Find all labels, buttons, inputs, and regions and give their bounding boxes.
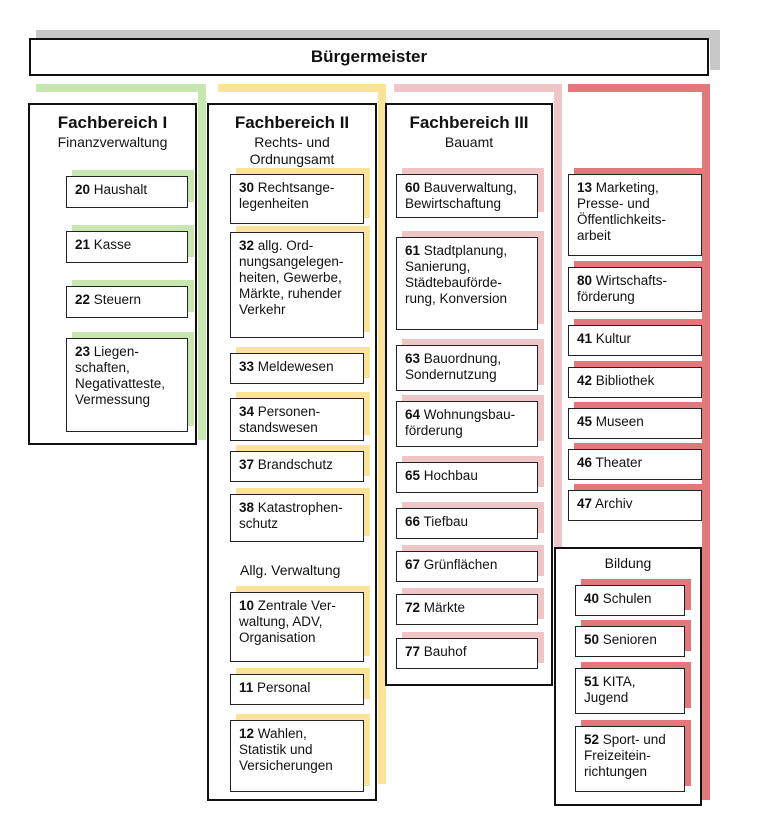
unit-label: Liegen- schaften, Negativatteste, Vermessung [75,344,166,407]
fb1-unit-23 [66,338,188,432]
unit-number: 21 [75,237,91,252]
unit-number: 45 [577,414,593,429]
unit-label: KITA, Jugend [584,674,636,705]
fb2-unit-32 [230,232,364,338]
unit-label: Schulen [599,591,652,606]
fb1-unit-22 [66,286,188,318]
unit-number: 64 [405,407,421,422]
fb3-unit-63 [396,345,538,391]
unit-label: Hochbau [420,468,478,483]
unit-number: 22 [75,292,91,307]
unit-label: Theater [592,455,643,470]
fb1-unit-21 [66,231,188,263]
unit-label: Bibliothek [592,373,655,388]
unit-number: 52 [584,732,600,747]
unit-number: 33 [239,359,255,374]
fb2-section-label: Allg. Verwaltung [240,562,341,578]
unit-number: 20 [75,182,91,197]
unit-label: Tiefbau [420,514,469,529]
fb1-unit-20 [66,176,188,208]
unit-number: 42 [577,373,593,388]
unit-label: Archiv [592,496,633,511]
fb2-unit-34 [230,398,364,441]
unit-number: 34 [239,404,255,419]
unit-label: Wohnungsbau- förderung [405,407,516,438]
unit-label: Märkte [420,600,466,615]
pink-band-top [394,84,562,92]
fb4-unit-13 [568,174,702,256]
unit-number: 77 [405,644,421,659]
unit-number: 40 [584,591,600,606]
fb3-unit-77 [396,638,538,669]
unit-label: Senioren [599,632,657,647]
fb4-unit-47 [568,490,702,521]
bildung-unit-40 [575,585,685,616]
yellow-band-top [218,84,386,92]
unit-number: 37 [239,457,255,472]
unit-label: Marketing, Presse- und Öffentlichkeits- arbeit [577,180,667,243]
fb1-title: Fachbereich I [57,113,168,132]
unit-number: 11 [239,680,254,695]
unit-number: 41 [577,331,593,346]
fb3-title: Fachbereich III [409,113,529,132]
fb3-unit-66 [396,508,538,539]
unit-label: Rechtsange- legenheiten [239,180,335,211]
unit-number: 65 [405,468,421,483]
mayor-shadow-side [710,30,720,70]
unit-number: 46 [577,455,593,470]
fb2-unit-10 [230,592,364,662]
fb2-unit-11 [230,674,364,705]
unit-number: 50 [584,632,600,647]
fb4-unit-46 [568,449,702,480]
unit-number: 38 [239,500,255,515]
unit-label: allg. Ord- nungsangelegen- heiten, Gewerbe, Märkte, ruhender Verkehr [239,238,344,317]
unit-label: Brandschutz [254,457,333,472]
fb4-unit-80 [568,267,702,312]
unit-number: 12 [239,726,255,741]
fb4-unit-45 [568,408,702,439]
mayor-box [29,38,709,76]
fb3-unit-72 [396,594,538,625]
mayor-title: Bürgermeister [310,47,428,66]
unit-number: 72 [405,600,421,615]
unit-number: 60 [405,180,421,195]
unit-number: 67 [405,557,421,572]
unit-label: Stadtplanung, Sanierung, Städtebauförde- rung, Konversion [405,243,508,306]
fb3-unit-65 [396,462,538,493]
unit-number: 63 [405,351,421,366]
red-band-top [568,84,710,92]
fb2-unit-38 [230,494,364,542]
unit-label: Meldewesen [254,359,334,374]
fb4-unit-41 [568,325,702,356]
unit-label: Personal [253,680,311,695]
unit-label: Wirtschafts- förderung [577,273,668,304]
unit-label: Steuern [90,292,142,307]
unit-number: 30 [239,180,255,195]
fb3-unit-64 [396,401,538,447]
unit-label: Grünflächen [420,557,498,572]
unit-label: Bauordnung, Sondernutzung [405,351,502,382]
green-band-top [36,84,206,92]
fb3-subtitle: Bauamt [444,134,494,150]
unit-label: Personen- standswesen [239,404,321,435]
bildung-unit-50 [575,626,685,657]
fb2-unit-37 [230,451,364,482]
unit-label: Sport- und Freizeitein- richtungen [584,732,666,779]
unit-label: Katastrophen- schutz [239,500,343,531]
unit-label: Bauverwaltung, Bewirtschaftung [405,180,517,211]
unit-number: 23 [75,344,91,359]
fb4-unit-42 [568,367,702,398]
fb2-unit-12 [230,720,364,792]
unit-number: 10 [239,598,255,613]
fb2-unit-30 [230,174,364,224]
bildung-unit-51 [575,668,685,714]
bildung-unit-52 [575,726,685,792]
unit-label: Zentrale Ver- waltung, ADV, Organisation [239,598,336,645]
fb1-subtitle: Finanzverwaltung [57,134,168,150]
unit-number: 47 [577,496,593,511]
unit-number: 61 [405,243,421,258]
unit-label: Kultur [592,331,632,346]
unit-label: Haushalt [90,182,148,197]
unit-number: 51 [584,674,600,689]
unit-label: Wahlen, Statistik und Versicherungen [239,726,333,773]
unit-label: Museen [592,414,644,429]
green-band-side [198,84,206,440]
bildung-title: Bildung [604,555,652,571]
fb2-title: Fachbereich II [234,113,350,132]
unit-label: Bauhof [420,644,467,659]
unit-label: Kasse [90,237,132,252]
unit-number: 13 [577,180,593,195]
fb2-unit-33 [230,353,364,384]
fb3-unit-67 [396,551,538,582]
unit-number: 66 [405,514,421,529]
fb3-unit-61 [396,237,538,330]
fb3-unit-60 [396,174,538,218]
unit-number: 32 [239,238,255,253]
fb2-subtitle: Rechts- und Ordnungsamt [249,134,335,167]
unit-number: 80 [577,273,593,288]
